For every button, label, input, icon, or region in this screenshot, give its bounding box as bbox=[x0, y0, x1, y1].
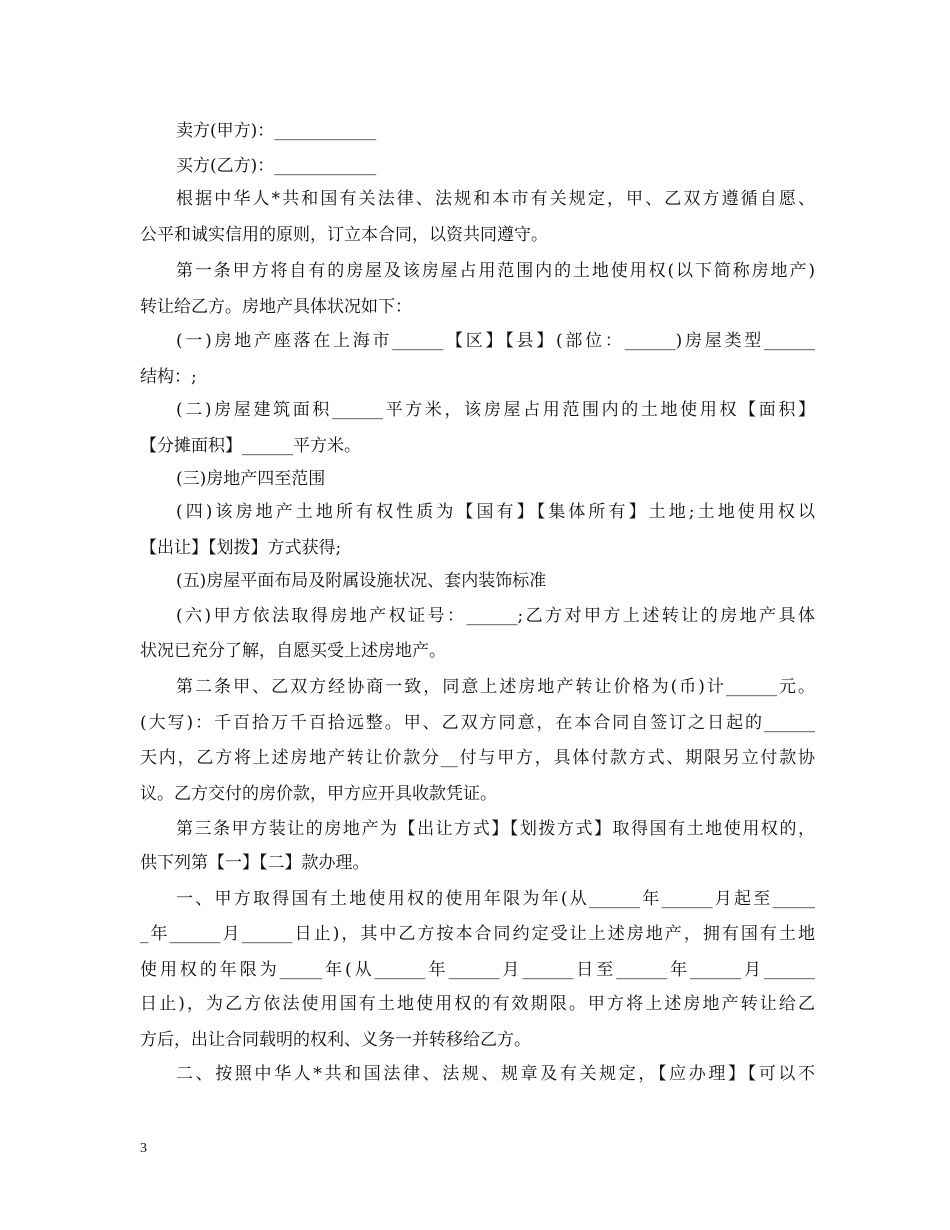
text-line: 第二条甲、乙双方经协商一致，同意上述房地产转让价格为(币)计______元。 bbox=[176, 677, 815, 697]
text-line: 状况已充分了解，自愿买受上述房地产。 bbox=[140, 641, 446, 661]
text-line: (二)房屋建筑面积______平方米，该房屋占用范围内的土地使用权【面积】 bbox=[176, 400, 815, 420]
text-line: 供下列第【一】【二】款办理。 bbox=[140, 853, 370, 873]
text-line: (三)房地产四至范围 bbox=[176, 469, 326, 489]
text-line: (六)甲方依法取得房地产权证号：______;乙方对甲方上述转让的房地产具体 bbox=[176, 606, 815, 626]
text-line: 第三条甲方装让的房地产为【出让方式】【划拨方式】取得国有土地使用权的， bbox=[176, 819, 815, 839]
text-line: 结构：; bbox=[140, 367, 197, 387]
text-line: 根据中华人*共和国有关法律、法规和本市有关规定，甲、乙双方遵循自愿、 bbox=[176, 189, 815, 209]
text-line: 公平和诚实信用的原则，订立本合同，以资共同遵守。 bbox=[140, 225, 548, 245]
text-line: 【出让】【划拨】方式获得; bbox=[140, 538, 342, 558]
text-line: 使用权的年限为_____年(从______年______月______日至______年______月______ bbox=[140, 960, 815, 980]
text-line: 日止)，为乙方依法使用国有土地使用权的有效期限。甲方将上述房地产转让给乙 bbox=[140, 994, 815, 1014]
text-line: (五)房屋平面布局及附属设施状况、套内装饰标准 bbox=[176, 571, 547, 591]
text-line: 【分摊面积】______平方米。 bbox=[140, 436, 361, 456]
text-line: 二、按照中华人*共和国法律、法规、规章及有关规定，【应办理】【可以不 bbox=[176, 1064, 815, 1084]
text-line: 买方(乙方)：____________ bbox=[176, 156, 377, 176]
page-number: 3 bbox=[140, 1141, 147, 1156]
text-line: 方后，出让合同载明的权利、义务一并转移给乙方。 bbox=[140, 1030, 531, 1050]
text-line: 天内，乙方将上述房地产转让价款分__付与甲方，具体付款方式、期限另立付款协 bbox=[140, 748, 815, 768]
text-line: 转让给乙方。房地产具体状况如下： bbox=[140, 297, 412, 317]
text-line: 第一条甲方将自有的房屋及该房屋占用范围内的土地使用权(以下简称房地产) bbox=[176, 261, 815, 281]
text-line: 一、甲方取得国有土地使用权的使用年限为年(从______年______月起至_____ bbox=[176, 889, 815, 909]
text-line: (一)房地产座落在上海市______【区】【县】(部位：______)房屋类型______ bbox=[176, 331, 815, 351]
text-line: (四)该房地产土地所有权性质为【国有】【集体所有】土地;土地使用权以 bbox=[176, 502, 815, 522]
text-line: (大写)：千百拾万千百拾远整。甲、乙双方同意，在本合同自签订之日起的______ bbox=[140, 713, 815, 733]
text-line: _年______月______日止)，其中乙方按本合同约定受让上述房地产，拥有国有土地 bbox=[140, 924, 815, 944]
text-line: 议。乙方交付的房价款，甲方应开具收款凭证。 bbox=[140, 784, 497, 804]
text-line: 卖方(甲方)：____________ bbox=[176, 121, 377, 141]
